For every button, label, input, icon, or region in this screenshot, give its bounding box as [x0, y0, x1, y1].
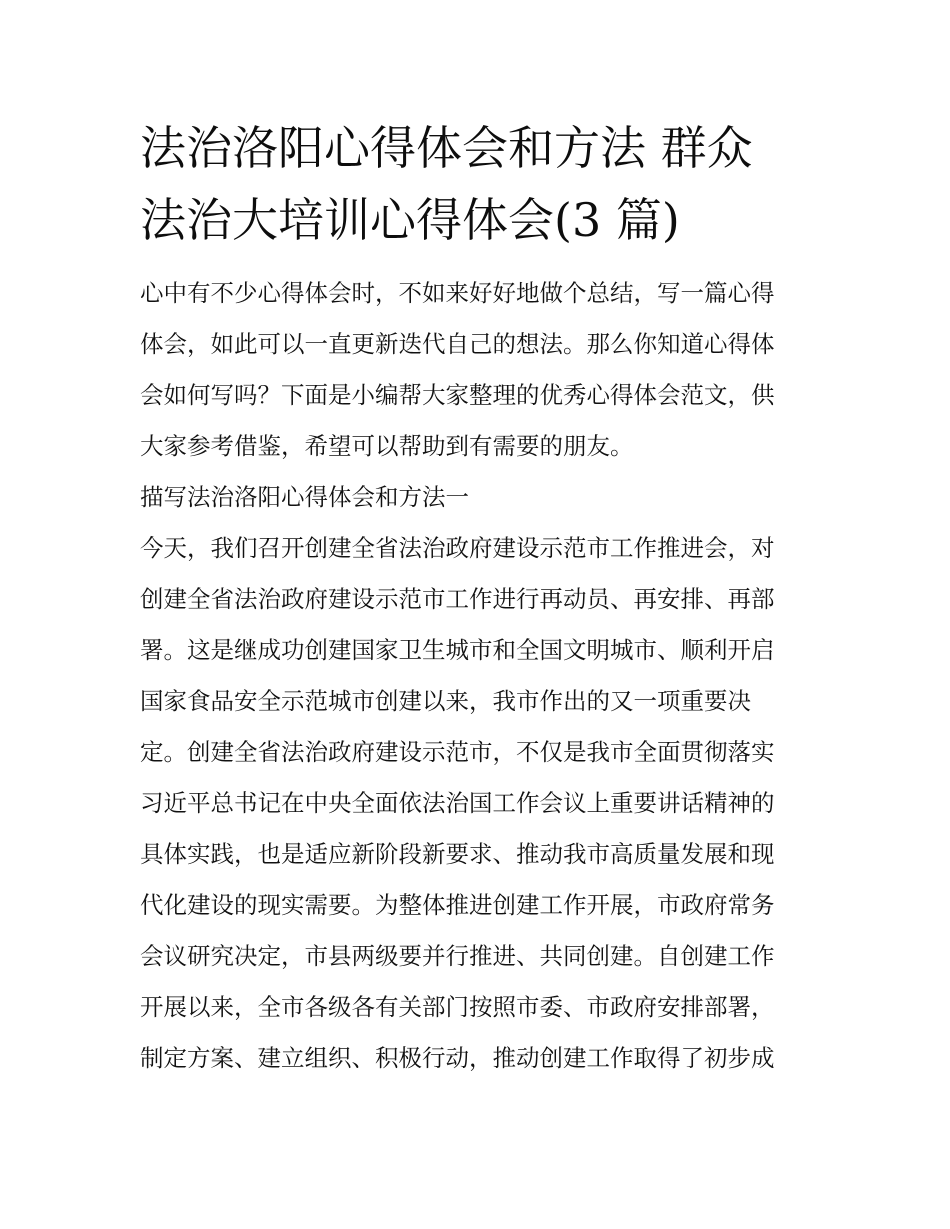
section-heading	[140, 472, 812, 523]
section-line: 代化建设的现实需要。为整体推进创建工作开展，市政府常务	[140, 891, 775, 919]
title-line: 法治大培训心得体会(3 篇)	[140, 193, 680, 247]
section-line: 创建全省法治政府建设示范市工作进行再动员、再安排、再部	[140, 585, 775, 613]
section-line: 具体实践，也是适应新阶段新要求、推动我市高质量发展和现	[140, 840, 775, 868]
section-line: 开展以来，全市各级各有关部门按照市委、市政府安排部署，	[140, 993, 775, 1021]
section-line: 会议研究决定，市县两级要并行推进、共同创建。自创建工作	[140, 942, 775, 970]
section-line: 定。创建全省法治政府建设示范市，不仅是我市全面贯彻落实	[140, 738, 775, 766]
section-line: 署。这是继成功创建国家卫生城市和全国文明城市、顺利开启	[140, 636, 775, 664]
document-content	[140, 112, 812, 1084]
section-line: 今天，我们召开创建全省法治政府建设示范市工作推进会，对	[140, 534, 775, 562]
title-line: 法治洛阳心得体会和方法 群众	[140, 121, 753, 175]
section-heading-text: 描写法治洛阳心得体会和方法一	[140, 483, 469, 511]
section-line: 习近平总书记在中央全面依法治国工作会议上重要讲话精神的	[140, 789, 775, 817]
intro-paragraph	[140, 268, 812, 472]
document-body	[140, 268, 812, 1084]
section-line: 国家食品安全示范城市创建以来，我市作出的又一项重要决	[140, 687, 751, 715]
section-line: 制定方案、建立组织、积极行动，推动创建工作取得了初步成	[140, 1044, 775, 1072]
document-title	[140, 112, 812, 256]
section-paragraph	[140, 523, 812, 1084]
intro-line: 心中有不少心得体会时，不如来好好地做个总结，写一篇心得	[140, 279, 775, 307]
intro-line: 大家参考借鉴，希望可以帮助到有需要的朋友。	[140, 432, 634, 460]
intro-line: 体会，如此可以一直更新迭代自己的想法。那么你知道心得体	[140, 330, 775, 358]
intro-line: 会如何写吗？下面是小编帮大家整理的优秀心得体会范文，供	[140, 381, 775, 409]
